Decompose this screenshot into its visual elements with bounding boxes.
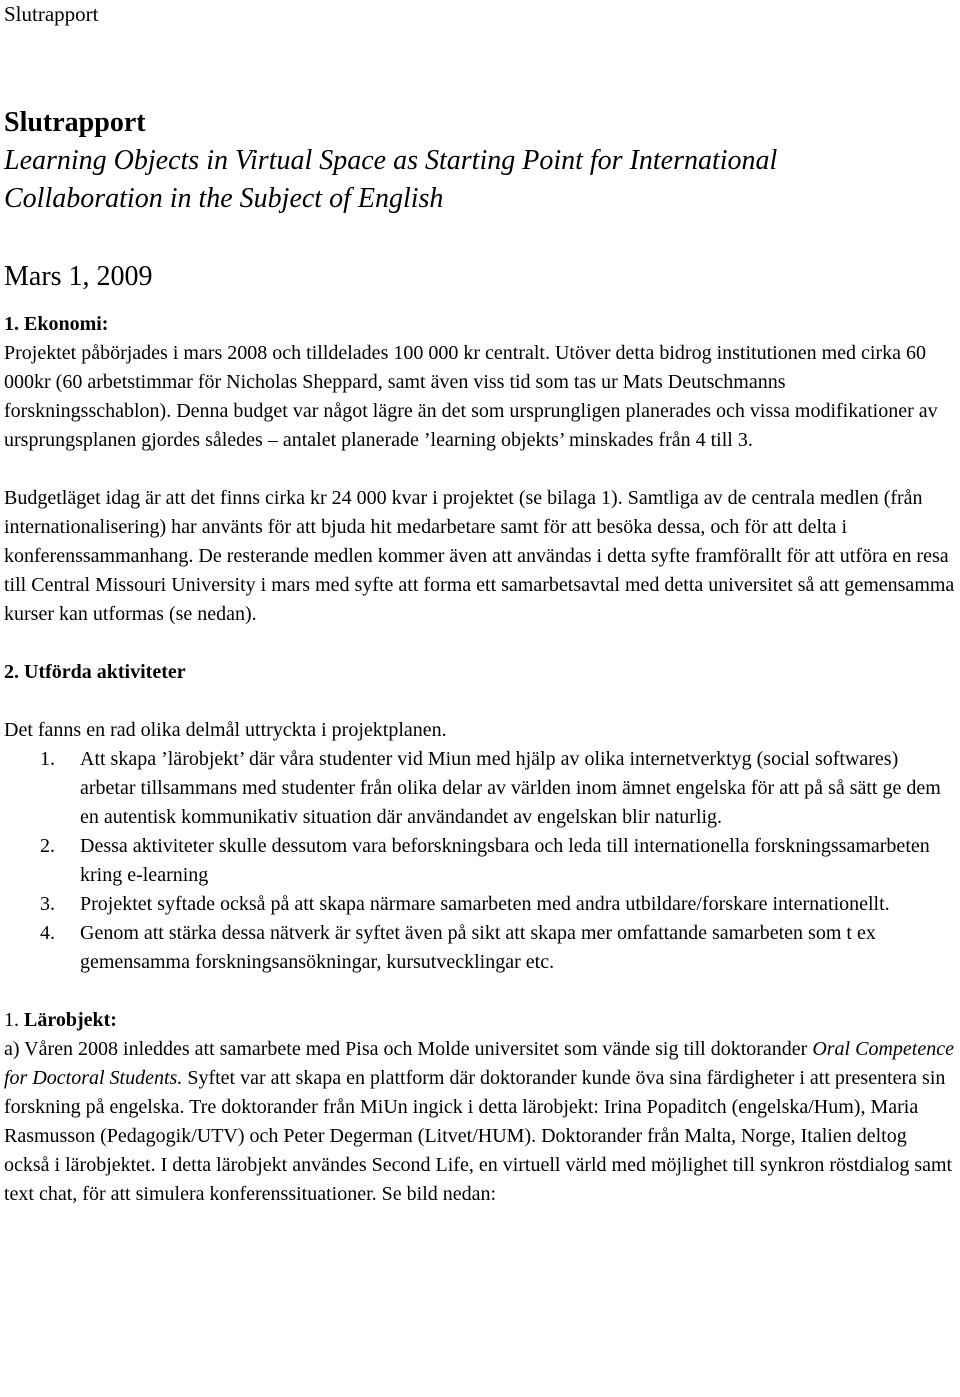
list-item-text: Genom att stärka dessa nätverk är syftet även på sikt att skapa mer omfattande samarbeten som t ex gemensamma forskningsansökningar, kursutvecklingar etc. [80, 922, 876, 973]
section-heading-aktiviteter: 2. Utförda aktiviteter [4, 661, 186, 683]
list-item [4, 919, 956, 977]
list-item-text: Projektet syftade också på att skapa närmare samarbeten med andra utbildare/forskare internationellt. [80, 893, 890, 915]
goals-list [4, 745, 956, 977]
document-subtitle-line-1: Learning Objects in Virtual Space as Starting Point for International [4, 145, 778, 176]
larobjekt-heading-number: 1. [4, 1009, 19, 1031]
larobjekt-heading-label: Lärobjekt: [24, 1009, 117, 1031]
section-heading-ekonomi: 1. Ekonomi: [4, 313, 109, 335]
document-subtitle-line-2: Collaboration in the Subject of English [4, 183, 444, 214]
list-item [4, 745, 956, 832]
running-header: Slutrapport [4, 2, 99, 26]
section-heading-larobjekt [4, 1006, 956, 1035]
course-title: Oral Competence for Doctoral Students. [4, 1038, 954, 1089]
title-block [4, 104, 954, 218]
list-item [4, 832, 956, 890]
aktiviteter-intro: Det fanns en rad olika delmål uttryckta i projektplanen. [4, 719, 447, 741]
larobjekt-text-start: a) Våren 2008 inleddes att samarbete med Pisa och Molde universitet som vände sig till doktorander [4, 1038, 813, 1060]
document-date: Mars 1, 2009 [4, 261, 153, 292]
larobjekt-text-end: Syftet var att skapa en plattform där doktorander kunde öva sina färdigheter i att presentera sin forskning på engelska. Tre doktorander från MiUn ingick i detta lärobjekt: Irina Popaditch (engelska/Hum), Maria Rasmusson (Pedagogik/UTV) och Peter Degerman (Litvet/HUM). Doktorander från Malta, Norge, Italien deltog också i lärobjektet. I detta lärobjekt användes Second Life, en virtuell värld med möjlighet till synkron röstdialog samt text chat, för att simulera konferenssituationer. Se bild nedan: [4, 1067, 953, 1205]
larobjekt-paragraph [4, 1035, 956, 1209]
list-item-number: 2. [40, 835, 55, 857]
list-item-number: 4. [40, 922, 55, 944]
list-item-text: Dessa aktiviteter skulle dessutom vara beforskningsbara och leda till internationella forskningssamarbeten kring e-learning [80, 835, 930, 886]
ekonomi-paragraph-2: Budgetläget idag är att det finns cirka kr 24 000 kvar i projektet (se bilaga 1). Samtliga av de centrala medlen (från internationalisering) har använts för att bjuda hit medarbetare samt för att besöka dessa, och för att delta i konferenssammanhang. De resterande medlen kommer även att användas i detta syfte framförallt för att utföra en resa till Central Missouri University i mars med syfte att forma ett samarbetsavtal med detta universitet så att gemensamma kurser kan utformas (se nedan). [4, 487, 955, 625]
ekonomi-paragraph-1: Projektet påbörjades i mars 2008 och tilldelades 100 000 kr centralt. Utöver detta bidrog institutionen med cirka 60 000kr (60 arbetstimmar för Nicholas Sheppard, samt även viss tid som tas ur Mats Deutschmanns forskningsschablon). Denna budget var något lägre än det som ursprungligen planerades och vissa modifikationer av ursprungsplanen gjordes således – antalet planerade ’learning objekts’ minskades från 4 till 3. [4, 342, 938, 451]
list-item-text: Att skapa ’lärobjekt’ där våra studenter vid Miun med hjälp av olika internetverktyg (social softwares) arbetar tillsammans med studenter från olika delar av världen inom ämnet engelska för att på så sätt ge dem en autentisk kommunikativ situation där användandet av engelskan blir naturlig. [80, 748, 941, 828]
list-item [4, 890, 956, 919]
list-item-number: 3. [40, 893, 55, 915]
document-body [4, 310, 956, 1209]
document-title: Slutrapport [4, 107, 146, 138]
list-item-number: 1. [40, 748, 55, 770]
